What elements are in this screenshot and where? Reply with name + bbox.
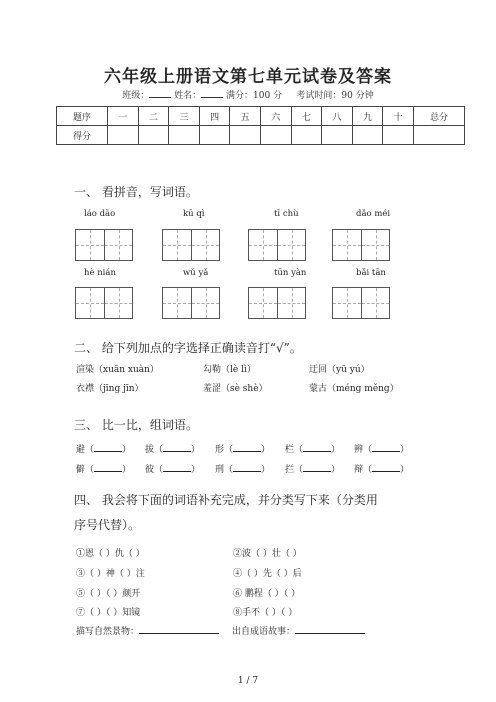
idiom-item: ②波（ ）壮（ ） xyxy=(233,549,302,559)
close-paren: ） xyxy=(191,465,201,475)
exam-info xyxy=(0,88,496,101)
compare-item xyxy=(76,442,131,455)
reading-item: 渲染（xuān xuàn） xyxy=(76,365,159,375)
compare-item xyxy=(215,442,270,455)
idiom-item: ③（ ）神（ ）注 xyxy=(76,569,145,579)
score-input-cell[interactable] xyxy=(260,126,291,145)
writing-grid[interactable] xyxy=(162,229,220,261)
writing-cell[interactable] xyxy=(104,230,132,260)
compare-char: 彼（ xyxy=(145,465,164,475)
writing-grid[interactable] xyxy=(332,229,390,261)
compare-item xyxy=(215,462,270,475)
score-input-cell[interactable] xyxy=(414,126,465,145)
compare-item xyxy=(76,462,131,475)
compare-answer-line[interactable] xyxy=(303,462,331,472)
score-input-cell[interactable] xyxy=(169,126,200,145)
compare-char: 辩（ xyxy=(354,465,373,475)
writing-grid[interactable] xyxy=(162,287,220,319)
pinyin-label: tī chù xyxy=(274,209,299,219)
score-header-cell: 题序 xyxy=(57,107,108,126)
section-4-heading-line1: 四、 我会将下面的词语补充完成，并分类写下来（分类用 xyxy=(74,493,378,507)
idiom-item: ⑧手不（ ）（ ） xyxy=(233,608,298,618)
compare-char: 栏（ xyxy=(285,445,304,455)
writing-cell[interactable] xyxy=(76,230,104,260)
score-header-cell: 七 xyxy=(291,107,322,126)
compare-item xyxy=(354,462,409,475)
score-header-cell: 八 xyxy=(322,107,353,126)
score-header-cell: 总分 xyxy=(414,107,465,126)
pinyin-label: dǎo méi xyxy=(356,209,391,219)
idiom-story-category xyxy=(232,624,365,637)
writing-grid[interactable] xyxy=(75,229,133,261)
reading-item: 羞涩（sè shè） xyxy=(203,384,268,394)
score-table-row xyxy=(57,126,465,145)
score-header-cell: 四 xyxy=(199,107,230,126)
close-paren: ） xyxy=(400,465,410,475)
score-input-cell[interactable] xyxy=(352,126,383,145)
writing-cell[interactable] xyxy=(163,288,191,318)
idiom-item: ④（ ）先（ ）后 xyxy=(233,569,302,579)
compare-char: 刑（ xyxy=(215,465,234,475)
compare-char: 避（ xyxy=(76,445,95,455)
writing-cell[interactable] xyxy=(163,230,191,260)
score-header-cell: 五 xyxy=(230,107,261,126)
close-paren: ） xyxy=(261,465,271,475)
writing-grid[interactable] xyxy=(332,287,390,319)
compare-answer-line[interactable] xyxy=(303,442,331,452)
reading-item: 衣襟（jīng jīn） xyxy=(76,384,144,394)
pinyin-label: wǔ yǎ xyxy=(183,268,209,278)
score-header-cell: 三 xyxy=(169,107,200,126)
section-4-heading-line2: 序号代替）。 xyxy=(74,518,141,532)
writing-cell[interactable] xyxy=(104,288,132,318)
compare-answer-line[interactable] xyxy=(94,442,122,452)
reading-item: 勾勒（lè lì） xyxy=(203,365,256,375)
writing-cell[interactable] xyxy=(361,288,389,318)
score-input-cell[interactable] xyxy=(322,126,353,145)
close-paren: ） xyxy=(400,445,410,455)
close-paren: ） xyxy=(331,445,341,455)
compare-answer-line[interactable] xyxy=(372,462,400,472)
writing-cell[interactable] xyxy=(249,230,277,260)
compare-item xyxy=(285,462,340,475)
score-input-cell[interactable] xyxy=(291,126,322,145)
time-label: 考试时间：90 分钟 xyxy=(296,91,374,101)
pinyin-label: kū qì xyxy=(183,209,205,219)
compare-answer-line[interactable] xyxy=(233,442,261,452)
idiom-story-label: 出自成语故事： xyxy=(232,627,296,637)
compare-char: 辨（ xyxy=(354,445,373,455)
close-paren: ） xyxy=(331,465,341,475)
pinyin-label: tūn yàn xyxy=(274,268,307,278)
writing-grid[interactable] xyxy=(248,229,306,261)
nature-label: 描写自然景物： xyxy=(76,627,140,637)
score-header-cell: 十 xyxy=(383,107,414,126)
idiom-item: ⑥ 鹏程（ ）（ ） xyxy=(233,589,301,599)
idiom-item: ①恩（ ）仇（ ） xyxy=(76,549,145,559)
section-3-heading: 三、 比一比，组词语。 xyxy=(74,418,198,432)
writing-cell[interactable] xyxy=(333,230,361,260)
section-2-heading: 二、 给下列加点的字选择正确读音打“√”。 xyxy=(74,341,302,355)
score-header-cell: 六 xyxy=(260,107,291,126)
nature-answer-line[interactable] xyxy=(139,624,219,634)
writing-cell[interactable] xyxy=(361,230,389,260)
score-input-cell[interactable] xyxy=(108,126,139,145)
score-input-cell[interactable] xyxy=(199,126,230,145)
pinyin-label: bǎi tān xyxy=(356,268,386,278)
reading-item: 蒙古（méng měng） xyxy=(309,384,399,394)
close-paren: ） xyxy=(191,445,201,455)
compare-char: 形（ xyxy=(215,445,234,455)
close-paren: ） xyxy=(122,445,132,455)
page-title: 六年级上册语文第七单元试卷及答案 xyxy=(104,67,392,87)
compare-item xyxy=(145,462,200,475)
writing-cell[interactable] xyxy=(277,230,305,260)
section-1-heading: 一、 看拼音，写词语。 xyxy=(74,185,198,199)
compare-answer-line[interactable] xyxy=(233,462,261,472)
score-input-cell[interactable] xyxy=(138,126,169,145)
name-blank xyxy=(201,88,223,98)
pinyin-label: hè nián xyxy=(84,268,116,278)
name-label: 姓名： xyxy=(174,91,202,101)
class-blank xyxy=(149,88,171,98)
compare-answer-line[interactable] xyxy=(163,462,191,472)
writing-cell[interactable] xyxy=(76,288,104,318)
idiom-item: ⑦（ ）（ ）知镜 xyxy=(76,608,141,618)
writing-cell[interactable] xyxy=(277,288,305,318)
writing-cell[interactable] xyxy=(191,230,219,260)
score-table-header xyxy=(57,107,465,126)
compare-item xyxy=(354,442,409,455)
score-input-cell[interactable] xyxy=(230,126,261,145)
writing-grid[interactable] xyxy=(75,287,133,319)
page-number: 1 / 7 xyxy=(237,676,259,686)
idiom-story-answer-line[interactable] xyxy=(295,624,365,634)
compare-char: 僻（ xyxy=(76,465,95,475)
compare-char: 拔（ xyxy=(145,445,164,455)
compare-answer-line[interactable] xyxy=(163,442,191,452)
nature-category xyxy=(76,624,219,637)
close-paren: ） xyxy=(122,465,132,475)
writing-cell[interactable] xyxy=(333,288,361,318)
writing-cell[interactable] xyxy=(191,288,219,318)
score-header-cell: 一 xyxy=(108,107,139,126)
compare-char: 拦（ xyxy=(285,465,304,475)
idiom-item: ⑤（ ）（ ）颜开 xyxy=(76,589,141,599)
compare-answer-line[interactable] xyxy=(94,462,122,472)
score-input-cell[interactable] xyxy=(383,126,414,145)
writing-grid[interactable] xyxy=(248,287,306,319)
score-row-label: 得分 xyxy=(57,126,108,145)
compare-item xyxy=(285,442,340,455)
score-label: 满分：100 分 xyxy=(226,91,283,101)
pinyin-label: láo dāo xyxy=(84,209,116,219)
compare-item xyxy=(145,442,200,455)
score-header-cell: 二 xyxy=(138,107,169,126)
writing-cell[interactable] xyxy=(249,288,277,318)
close-paren: ） xyxy=(261,445,271,455)
class-label: 班级： xyxy=(122,91,150,101)
score-table xyxy=(56,106,465,145)
score-header-cell: 九 xyxy=(352,107,383,126)
compare-answer-line[interactable] xyxy=(372,442,400,452)
reading-item: 迂回（yū yú） xyxy=(309,365,370,375)
